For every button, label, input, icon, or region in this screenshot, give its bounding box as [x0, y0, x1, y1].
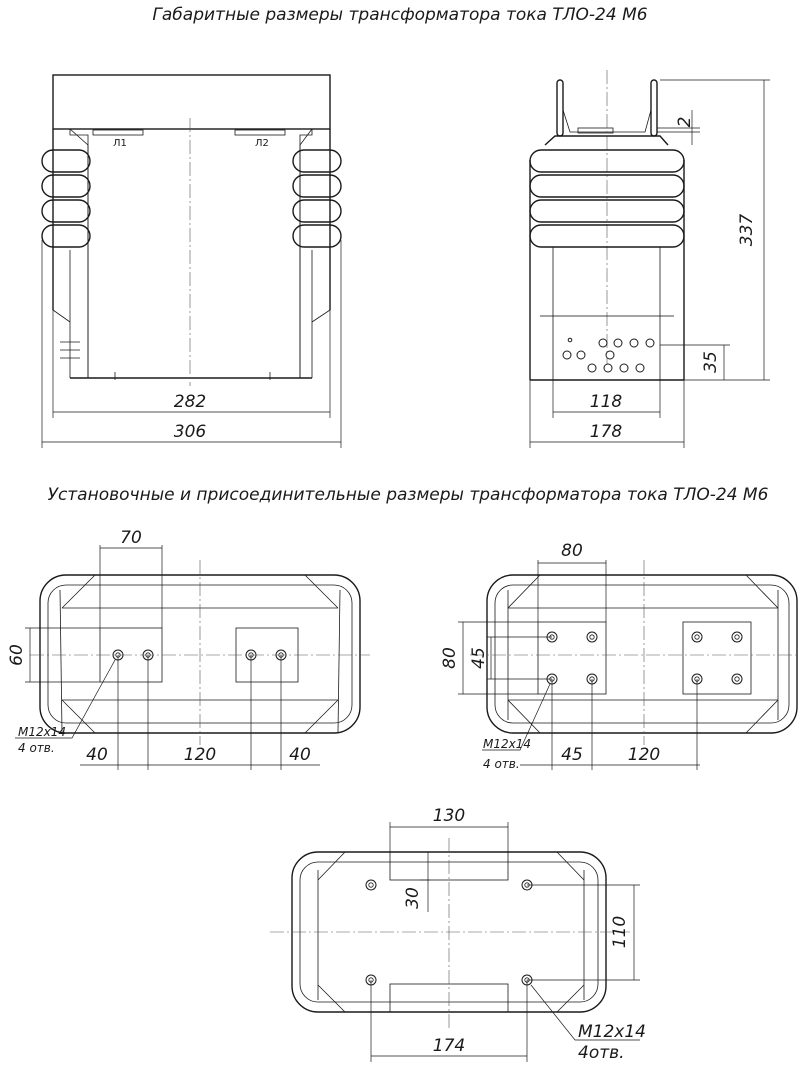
dim-side-2: 2 [675, 116, 695, 128]
dim-side-118: 118 [589, 392, 623, 412]
base-view-3 [270, 806, 646, 1063]
note-base3-count: 4отв. [578, 1043, 625, 1063]
terminal-label-l1: Л1 [113, 138, 127, 149]
dim-front-282: 282 [173, 392, 207, 412]
dim-side-337: 337 [737, 213, 757, 247]
note-base3-thread: M12x14 [578, 1022, 646, 1042]
note-base1-thread: M12x14 [18, 725, 66, 739]
dim-base1-120: 120 [183, 745, 217, 765]
base-view-1 [7, 528, 370, 770]
dim-base2-120: 120 [627, 745, 661, 765]
note-base2-count: 4 отв. [483, 757, 520, 771]
dim-base1-60: 60 [7, 644, 27, 666]
note-base2-thread: M12x14 [483, 737, 531, 751]
dim-base3-110: 110 [610, 915, 630, 949]
dim-base2-80-top: 80 [561, 541, 583, 561]
dim-base3-174: 174 [432, 1036, 466, 1056]
dim-base1-70: 70 [120, 528, 142, 548]
dim-base2-80-vertical: 80 [440, 647, 460, 669]
note-base1-count: 4 отв. [18, 741, 55, 755]
terminal-label-l2: Л2 [255, 138, 269, 149]
dim-side-35: 35 [701, 351, 721, 373]
side-terminal-bolts [563, 338, 654, 372]
dim-base2-45-vertical: 45 [469, 647, 489, 669]
title-overall-dimensions: Габаритные размеры трансформатора тока ТЛО-24 М6 [152, 5, 648, 25]
dim-base3-130: 130 [432, 806, 466, 826]
dim-base2-45: 45 [561, 745, 583, 765]
dim-base1-right-40: 40 [289, 745, 311, 765]
front-view [42, 75, 341, 448]
dim-base1-left-40: 40 [86, 745, 108, 765]
title-mounting-dimensions: Установочные и присоединительные размеры трансформатора тока ТЛО-24 М6 [47, 485, 769, 505]
front-left-ribs [42, 150, 90, 247]
side-view [530, 70, 770, 448]
base-view-2 [440, 541, 800, 771]
dim-base3-30: 30 [403, 887, 423, 909]
dim-side-178: 178 [589, 422, 623, 442]
dim-front-306: 306 [173, 422, 207, 442]
